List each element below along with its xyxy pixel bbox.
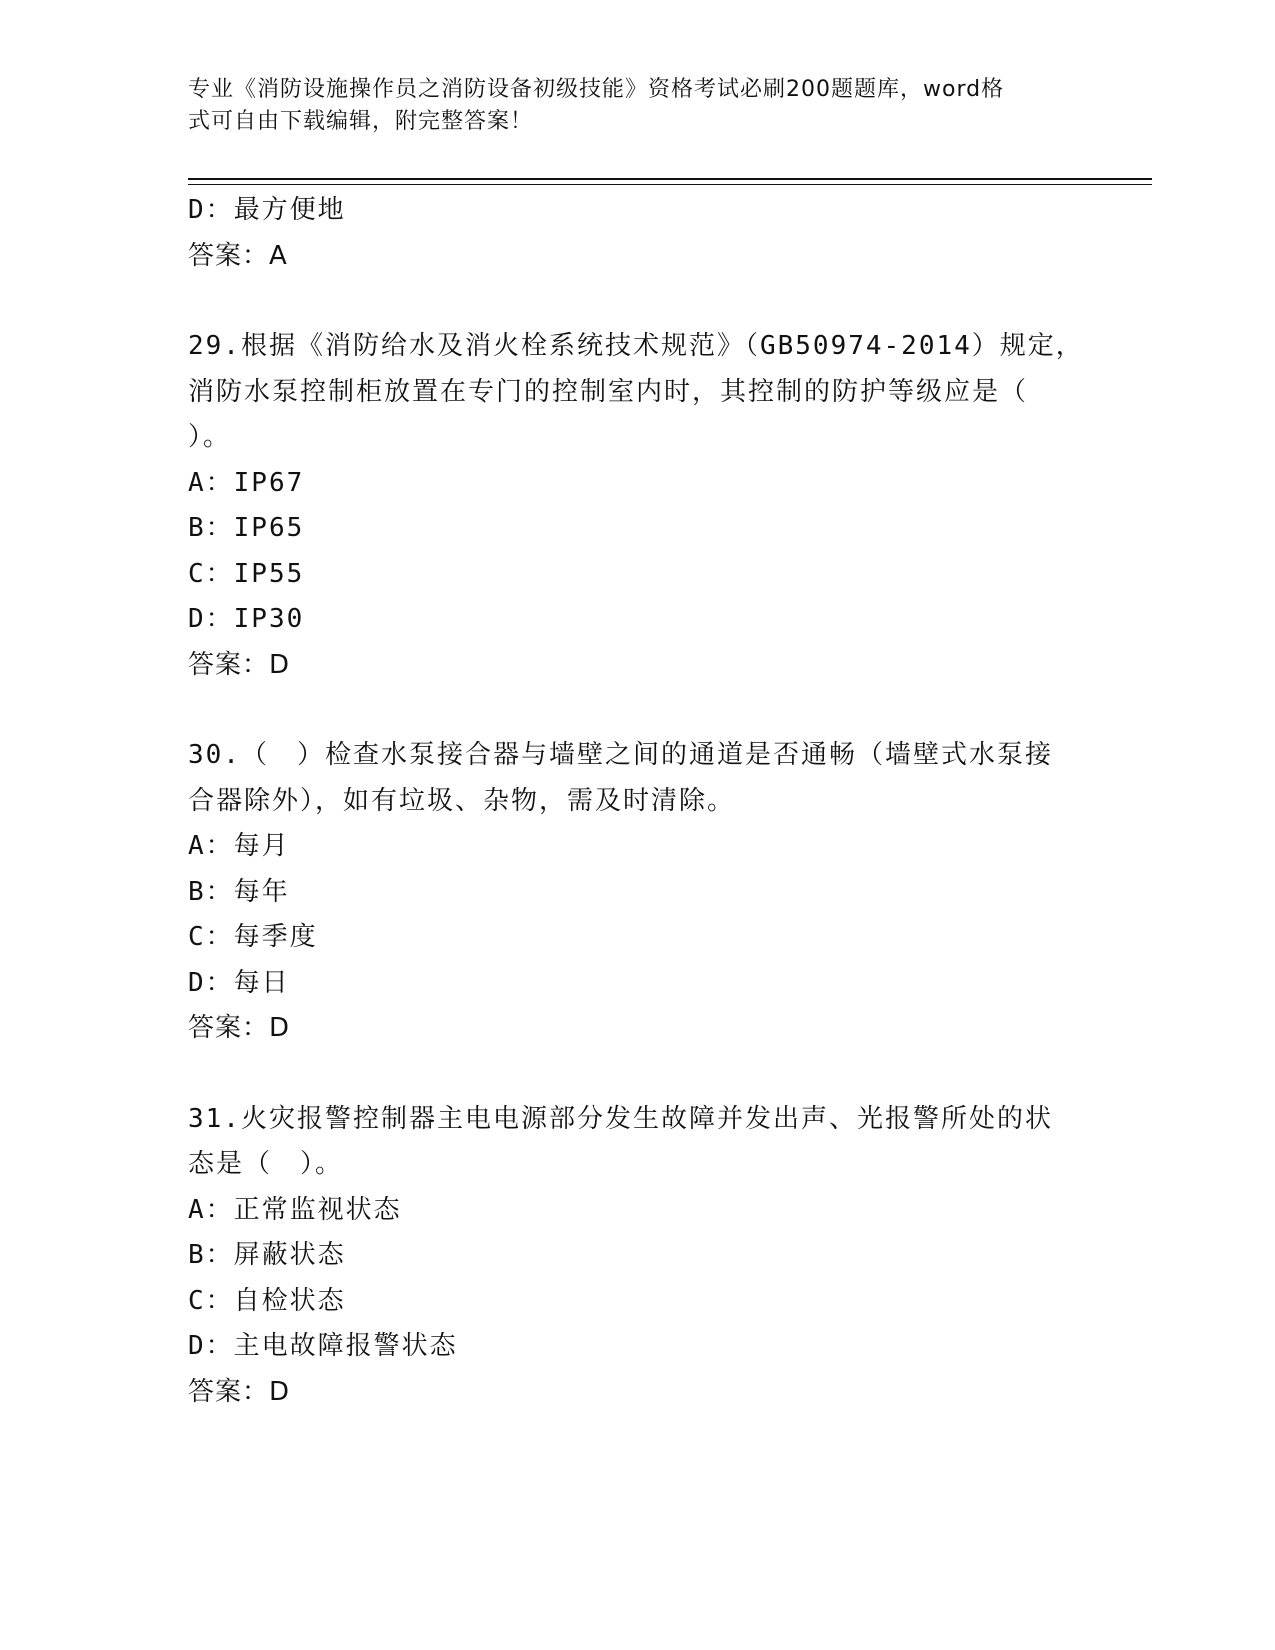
option-d: D：IP30	[188, 604, 305, 634]
header-divider-thick	[188, 178, 1152, 180]
answer: 答案：D	[188, 649, 291, 680]
question-text-line: 合器除外），如有垃圾、杂物，需及时清除。	[188, 785, 736, 816]
question-text-line: 消防水泵控制柜放置在专门的控制室内时，其控制的防护等级应是（	[188, 376, 1029, 407]
question-31	[188, 1097, 1088, 1416]
question-content	[188, 188, 1088, 1415]
header-line-2: 式可自由下载编辑，附完整答案！	[188, 109, 534, 134]
question-text-line: 29.根据《消防给水及消火栓系统技术规范》（GB50974-2014）规定，	[188, 331, 1084, 361]
spacer	[188, 688, 1088, 733]
spacer	[188, 1052, 1088, 1097]
option-c: C：IP55	[188, 558, 305, 589]
option-a: A：IP67	[188, 467, 305, 498]
prev-answer: 答案：A	[188, 240, 288, 271]
header-line-1: 专业《消防设施操作员之消防设备初级技能》资格考试必刷200题题库，word格	[188, 77, 1005, 102]
header-divider-thin	[188, 184, 1152, 185]
option-c: C：每季度	[188, 922, 318, 952]
document-header	[188, 74, 1068, 138]
option-a: A：正常监视状态	[188, 1194, 402, 1225]
option-b: B：屏蔽状态	[188, 1240, 346, 1270]
prev-option-d: D：最方便地	[188, 195, 346, 225]
spacer	[188, 279, 1088, 324]
question-text-line: 态是（ ）。	[188, 1149, 344, 1179]
option-c: C：自检状态	[188, 1285, 346, 1316]
option-b: B：每年	[188, 876, 290, 907]
question-29	[188, 324, 1088, 688]
option-d: D：每日	[188, 967, 290, 998]
option-d: D：主电故障报警状态	[188, 1331, 458, 1361]
answer: 答案：D	[188, 1376, 291, 1407]
option-b: B：IP65	[188, 513, 305, 543]
question-text-line: 30.（ ）检查水泵接合器与墙壁之间的通道是否通畅（墙壁式水泵接	[188, 740, 1053, 770]
option-a: A：每月	[188, 831, 290, 861]
answer: 答案：D	[188, 1013, 291, 1043]
question-30	[188, 733, 1088, 1052]
question-text-line: 31.火灾报警控制器主电电源部分发生故障并发出声、光报警所处的状	[188, 1103, 1053, 1134]
question-text-line: ）。	[188, 422, 232, 452]
